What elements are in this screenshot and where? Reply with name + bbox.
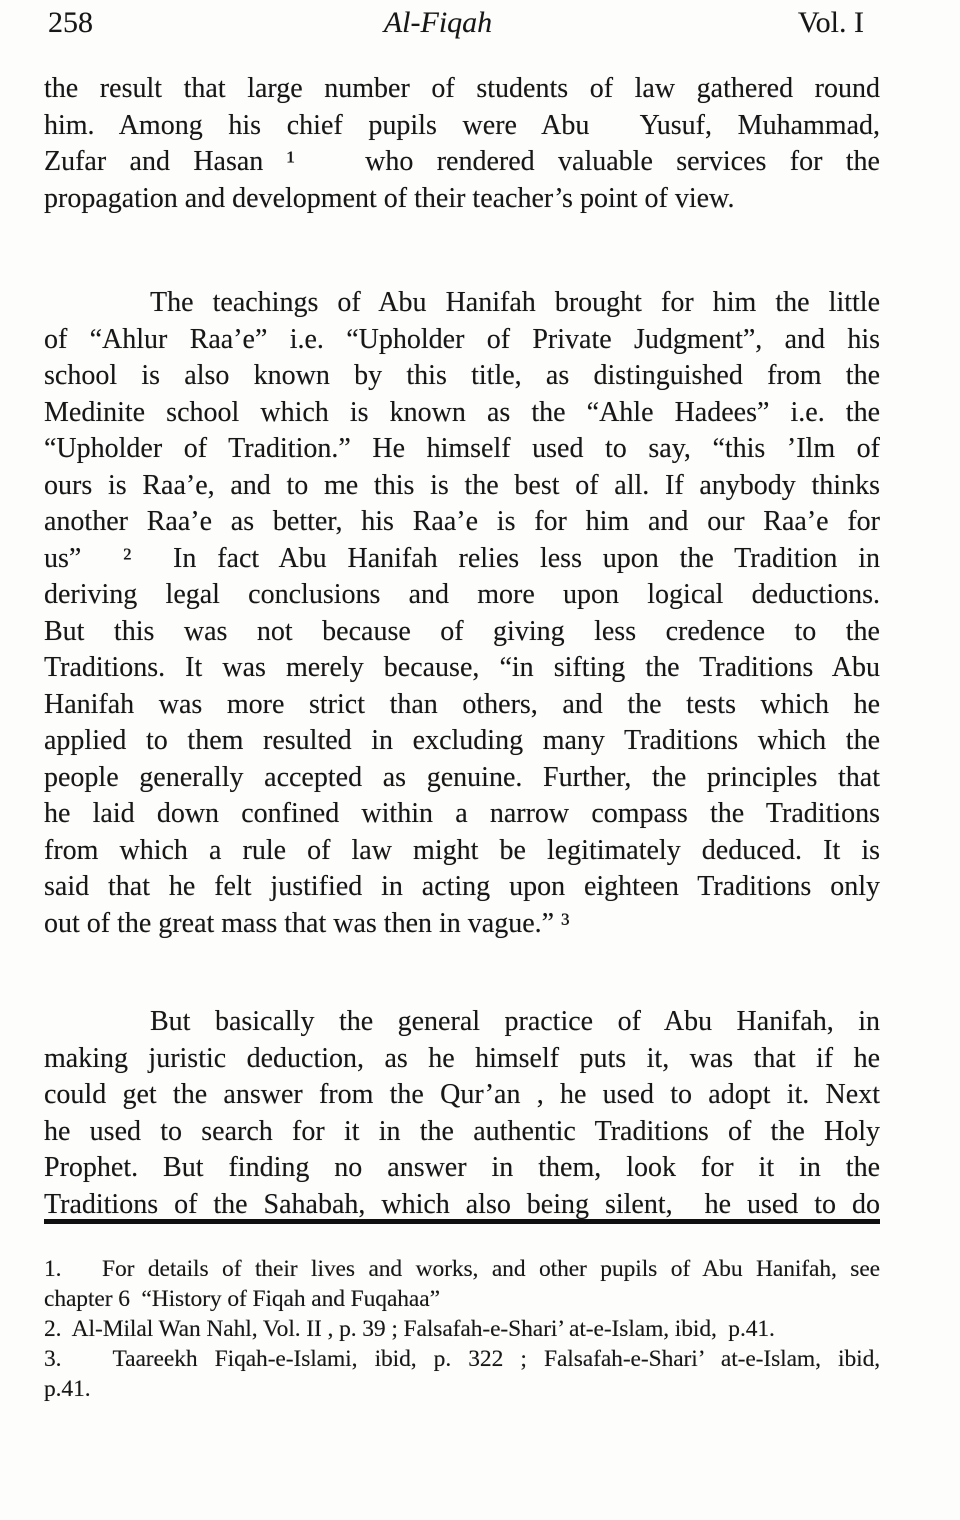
footnote-item: [44, 1314, 880, 1344]
text-line: he laid down confined within a narrow compass the Traditions: [44, 798, 880, 829]
text-line: of “Ahlur Raa’e” i.e. “Upholder of Private Judgment”, and his: [44, 323, 880, 355]
text-line: making juristic deduction, as he himself puts it, was that if he: [44, 1042, 880, 1074]
text-line: Prophet. But finding no answer in them, look for it in the: [44, 1152, 880, 1183]
text-line: ours is Raa’e, and to me this is the best of all. If anybody thinks: [44, 469, 880, 501]
text-line: people generally accepted as genuine. Further, the principles that: [44, 761, 880, 793]
text-line: us” ² In fact Abu Hanifah relies less upon the Tradition in: [44, 542, 880, 574]
page-header: [44, 6, 880, 40]
text-line: school is also known by this title, as distinguished from the: [44, 360, 880, 391]
text-line: 3. Taareekh Fiqah-e-Islami, ibid, p. 322 ; Falsafah-e-Shari’ at-e-Islam, ibid,: [44, 1346, 880, 1372]
text-line: he used to search for it in the authentic Traditions of the Holy: [44, 1115, 880, 1147]
text-line: deriving legal conclusions and more upon logical deductions.: [44, 579, 880, 610]
text-line: applied to them resulted in excluding many Traditions which the: [44, 725, 880, 756]
text-line: propagation and development of their teacher’s point of view.: [44, 182, 735, 214]
footnote-item: [44, 1254, 880, 1314]
text-line: from which a rule of law might be legitimately deduced. It is: [44, 834, 880, 866]
text-line: Zufar and Hasan ¹ who rendered valuable services for the: [44, 146, 880, 177]
paragraph: [44, 1004, 880, 1223]
text-line: said that he felt justified in acting upon eighteen Traditions only: [44, 871, 880, 902]
paragraph: [44, 285, 880, 942]
text-line: “Upholder of Tradition.” He himself used to say, “this ’Ilm of: [44, 433, 880, 464]
text-line: But this was not because of giving less credence to the: [44, 615, 880, 647]
text-line: 2. Al-Milal Wan Nahl, Vol. II , p. 39 ; Falsafah-e-Shari’ at-e-Islam, ibid, p.41.: [44, 1316, 775, 1342]
text-line: could get the answer from the Qur’an , he used to adopt it. Next: [44, 1079, 880, 1110]
footnote-item: [44, 1344, 880, 1404]
page-number: 258: [48, 6, 93, 39]
body-text: [44, 71, 880, 1223]
book-title: Al-Fiqah: [383, 6, 493, 39]
text-line: another Raa’e as better, his Raa’e is for him and our Raa’e for: [44, 506, 880, 537]
volume-label: Vol. I: [797, 6, 864, 39]
paragraph: [44, 71, 880, 217]
text-line: him. Among his chief pupils were Abu Yusuf, Muhammad,: [44, 109, 880, 141]
text-line: But basically the general practice of Abu Hanifah, in: [150, 1006, 880, 1037]
text-line: chapter 6 “History of Fiqah and Fuqahaa”: [44, 1286, 440, 1312]
text-line: Hanifah was more strict than others, and the tests which he: [44, 688, 880, 720]
text-line: p.41.: [44, 1376, 91, 1402]
footnotes-section: [44, 1254, 880, 1404]
text-line: Traditions of the Sahabah, which also being silent, he used to do: [44, 1188, 880, 1220]
text-line: 1. For details of their lives and works, and other pupils of Abu Hanifah, see: [44, 1256, 880, 1282]
text-line: Traditions. It was merely because, “in sifting the Traditions Abu: [44, 652, 880, 683]
text-line: the result that large number of students of law gathered round: [44, 73, 880, 104]
text-line: The teachings of Abu Hanifah brought for him the little: [150, 287, 880, 318]
text-line: out of the great mass that was then in vague.” ³: [44, 907, 570, 939]
text-line: Medinite school which is known as the “Ahle Hadees” i.e. the: [44, 396, 880, 428]
